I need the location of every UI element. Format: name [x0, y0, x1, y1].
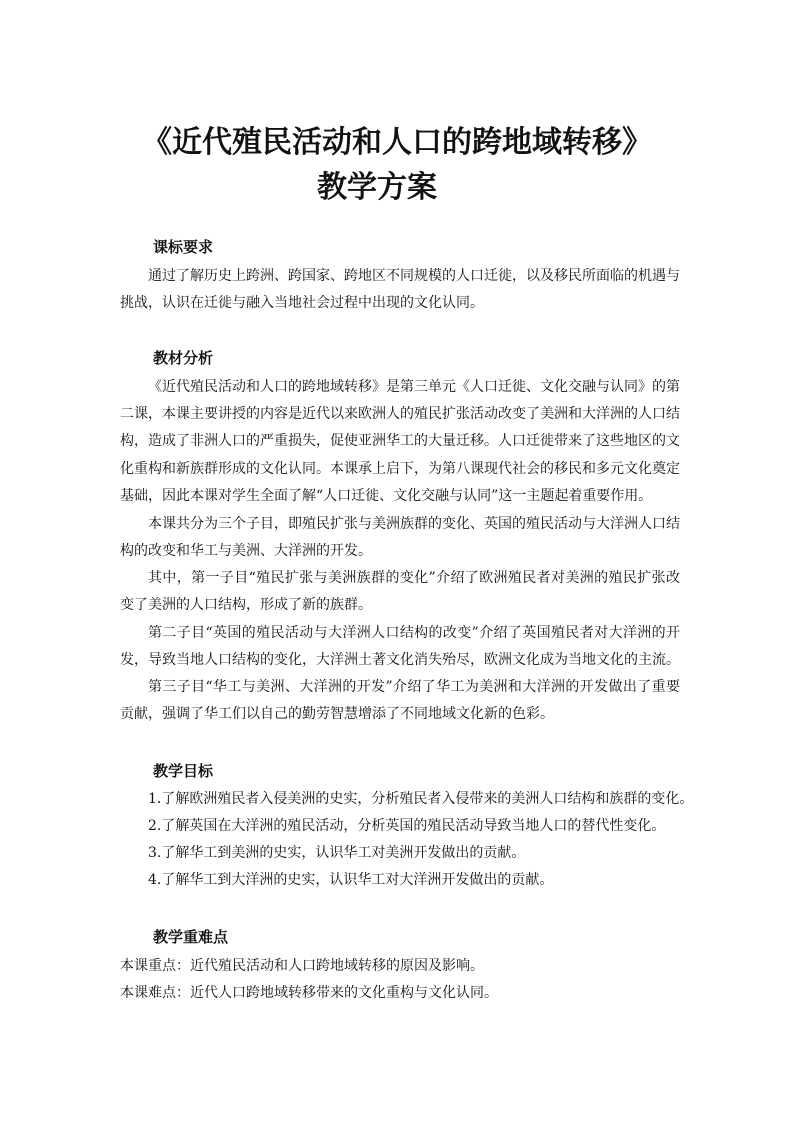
paragraph: 通过了解历史上跨洲、跨国家、跨地区不同规模的人口迁徙，以及移民所面临的机遇与挑战，认识在迁徙与融入当地社会过程中出现的文化认同。 — [120, 268, 680, 312]
paragraph: 第三子目“华工与美洲、大洋洲的开发”介绍了华工为美洲和大洋洲的开发做出了重要贡献，强调了华工们以自己的勤劳智慧增添了不同地域文化新的色彩。 — [120, 679, 680, 723]
paragraph: 本课共分为三个子目，即殖民扩张与美洲族群的变化、英国的殖民活动与大洋洲人口结构的改变和华工与美洲、大洋洲的开发。 — [120, 516, 680, 560]
document-title-line2: 教学方案 — [317, 170, 437, 205]
paragraph: 第二子目“英国的殖民活动与大洋洲人口结构的改变”介绍了英国殖民者对大洋洲的开发，导致当地人口结构的变化，大洋洲土著文化消失殆尽，欧洲文化成为当地文化的主流。 — [120, 625, 680, 669]
heading-standard: 课标要求 — [153, 238, 214, 256]
paragraph: 其中，第一子目“殖民扩张与美洲族群的变化”介绍了欧洲殖民者对美洲的殖民扩张改变了美洲的人口结构，形成了新的族群。 — [120, 570, 680, 614]
list-item: 2.了解英国在大洋洲的殖民活动，分析英国的殖民活动导致当地人口的替代性变化。 — [148, 818, 666, 834]
list-item: 4.了解华工到大洋洲的史实，认识华工对大洋洲开发做出的贡献。 — [148, 872, 554, 888]
list-item: 本课重点：近代殖民活动和人口跨地域转移的原因及影响。 — [120, 958, 484, 974]
heading-keypoints: 教学重难点 — [153, 928, 229, 946]
list-item: 3.了解华工到美洲的史实，认识华工对美洲开发做出的贡献。 — [148, 845, 526, 861]
heading-goals: 教学目标 — [153, 762, 214, 780]
document-title-line1: 《近代殖民活动和人口的跨地域转移》 — [142, 125, 652, 160]
paragraph: 《近代殖民活动和人口的跨地域转移》是第三单元《人口迁徙、文化交融与认同》的第二课，本课主要讲授的内容是近代以来欧洲人的殖民扩张活动改变了美洲和大洋洲的人口结构，造成了非洲人口的严重损失，促使亚洲华工的大量迁移。人口迁徙带来了这些地区的文化重构和新族群形成的文化认同。本课承上启下，为第八课现代社会的移民和多元文化奠定基础，因此本课对学生全面了解“人口迁徙、文化交融与认同”这一主题起着重要作用。 — [120, 379, 680, 504]
list-item: 1.了解欧洲殖民者入侵美洲的史实，分析殖民者入侵带来的美洲人口结构和族群的变化。 — [148, 791, 694, 807]
list-item: 本课难点：近代人口跨地域转移带来的文化重构与文化认同。 — [120, 985, 498, 1001]
heading-analysis: 教材分析 — [153, 349, 214, 367]
